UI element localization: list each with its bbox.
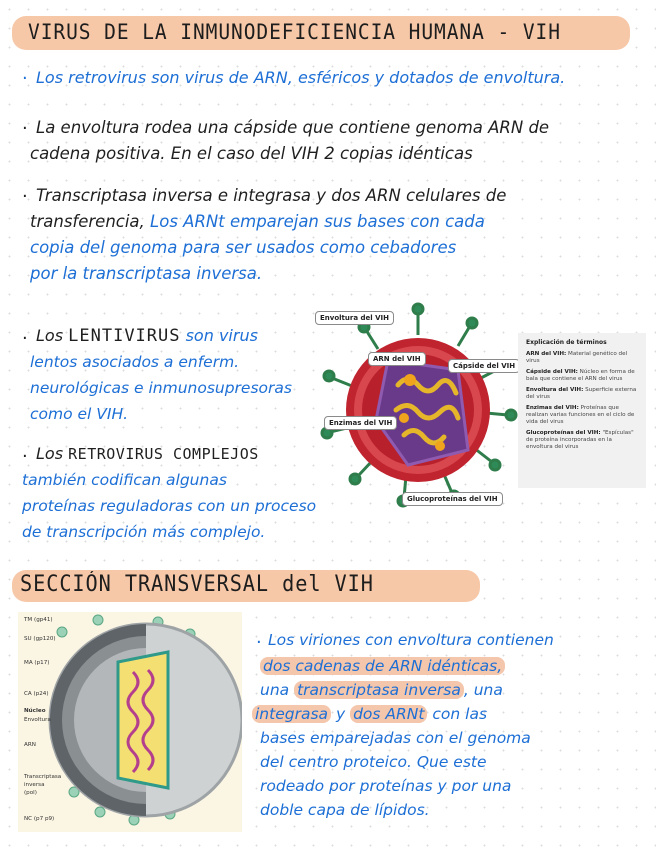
label-transcriptasa: Transcriptasa <box>24 774 62 780</box>
label-nucleo: Núcleo <box>24 708 46 714</box>
legend-text: "Espículas" de proteína incorporadas en la envoltura del virus <box>526 430 634 450</box>
bullet: · <box>256 632 262 653</box>
legend-text: Proteínas que realizan varias funciones en el ciclo de vida del virus <box>526 405 635 425</box>
viral-enzyme <box>404 374 416 386</box>
bullet: · <box>22 118 28 139</box>
label-su: SU (gp120) <box>24 636 56 642</box>
paragraph-transcriptasa-1: Transcriptasa inversa e integrasa y dos ARN celulares de <box>36 186 507 205</box>
highlight-dos-arnt: dos ARNt <box>350 705 427 723</box>
paragraph-lentivirus-1: lentos asociados a enferm. <box>30 353 240 371</box>
legend-term: Glucoproteínas del VIH: <box>526 430 601 436</box>
paragraph-lentivirus-3: como el VIH. <box>30 405 129 423</box>
paragraph-envoltura-2: cadena positiva. En el caso del VIH 2 copias idénticas <box>30 144 473 163</box>
bullet: · <box>22 446 28 467</box>
highlight-dos-cadenas: dos cadenas de ARN idénticas, <box>260 657 505 675</box>
paragraph-viriones-8: doble capa de lípidos. <box>260 801 430 819</box>
label-pol: (pol) <box>24 790 37 796</box>
section-title: SECCIÓN TRANSVERSAL del VIH <box>20 572 374 597</box>
paragraph-viriones-7: rodeado por proteínas y por una <box>260 777 512 795</box>
legend-text: Núcleo en forma de bala que contiene el ARN del virus <box>526 369 635 382</box>
label-envoltura: Envoltura <box>24 717 51 723</box>
paragraph-complejos-2: proteínas reguladoras con un proceso <box>22 497 317 515</box>
paragraph-retrovirus: Los retrovirus son virus de ARN, esféricos y dotados de envoltura. <box>36 68 566 87</box>
legend-term: Enzimas del VIH: <box>526 405 579 411</box>
legend-title: Explicación de términos <box>526 339 607 346</box>
legend-item <box>526 351 638 365</box>
paragraph-transcriptasa-2 <box>30 208 485 236</box>
label-arn: ARN <box>24 742 36 748</box>
text-blue: Los ARNt emparejan sus bases con cada <box>150 212 485 231</box>
text-y: y <box>335 705 346 723</box>
label-glucoproteinas: Glucoproteínas del VIH <box>402 492 503 506</box>
text-son-virus: son virus <box>185 326 258 345</box>
label-inversa: inversa <box>24 782 45 788</box>
paragraph-transcriptasa-4: por la transcriptasa inversa. <box>30 264 263 283</box>
legend-item <box>526 369 638 383</box>
label-envoltura: Envoltura del VIH <box>315 311 394 325</box>
paragraph-viriones-1: Los viriones con envoltura contienen <box>268 631 554 649</box>
page-title: VIRUS DE LA INMUNODEFICIENCIA HUMANA - VIH <box>28 20 561 44</box>
label-arn: ARN del VIH <box>368 352 426 366</box>
label-tm: TM (gp41) <box>24 617 53 623</box>
paragraph-transcriptasa-3: copia del genoma para ser usados como cebadores <box>30 238 457 257</box>
label-enzimas: Enzimas del VIH <box>324 416 397 430</box>
legend-term: Cápside del VIH: <box>526 369 578 375</box>
text-lentivirus: LENTIVIRUS <box>68 326 181 346</box>
text-los: Los <box>36 326 64 345</box>
text-una: una <box>260 681 290 699</box>
text-los: Los <box>36 444 64 463</box>
bullet: · <box>22 68 28 89</box>
label-ca: CA (p24) <box>24 691 49 697</box>
bullet: · <box>22 186 28 207</box>
text-black: transferencia, <box>30 212 145 231</box>
legend-term: ARN del VIH: <box>526 351 567 357</box>
paragraph-complejos-1: también codifican algunas <box>22 471 227 489</box>
hiv-cross-section-illustration <box>18 612 242 832</box>
paragraph-lentivirus-head <box>36 322 258 350</box>
bullet: · <box>22 328 28 349</box>
legend-item <box>526 430 638 451</box>
legend-item <box>526 387 638 401</box>
text-con-las: con las <box>432 705 488 723</box>
paragraph-viriones-6: del centro proteico. Que este <box>260 753 487 771</box>
legend-term: Envoltura del VIH: <box>526 387 584 393</box>
legend-item <box>526 405 638 426</box>
paragraph-envoltura-1: La envoltura rodea una cápside que contiene genoma ARN de <box>36 118 550 137</box>
text-una-2: , una <box>463 681 503 699</box>
highlight-transcriptasa: transcriptasa inversa <box>294 681 464 699</box>
hiv-virus-illustration <box>318 300 518 510</box>
label-capside: Cápside del VIH <box>448 359 520 373</box>
legend-terms <box>518 333 646 488</box>
label-ma: MA (p17) <box>24 660 50 666</box>
capsid-core <box>118 652 168 788</box>
paragraph-viriones-5: bases emparejadas con el genoma <box>260 729 531 747</box>
text-retrovirus-complejos: RETROVIRUS COMPLEJOS <box>68 445 259 463</box>
paragraph-lentivirus-2: neurológicas e inmunosupresoras <box>30 379 292 397</box>
highlight-integrasa: integrasa <box>252 705 331 723</box>
paragraph-complejos-head <box>36 440 259 468</box>
paragraph-complejos-3: de transcripción más complejo. <box>22 523 266 541</box>
legend-text: Superficie externa del virus <box>526 387 637 400</box>
label-nc: NC (p7 p9) <box>24 816 55 822</box>
legend-text: Material genético del virus <box>526 351 628 364</box>
